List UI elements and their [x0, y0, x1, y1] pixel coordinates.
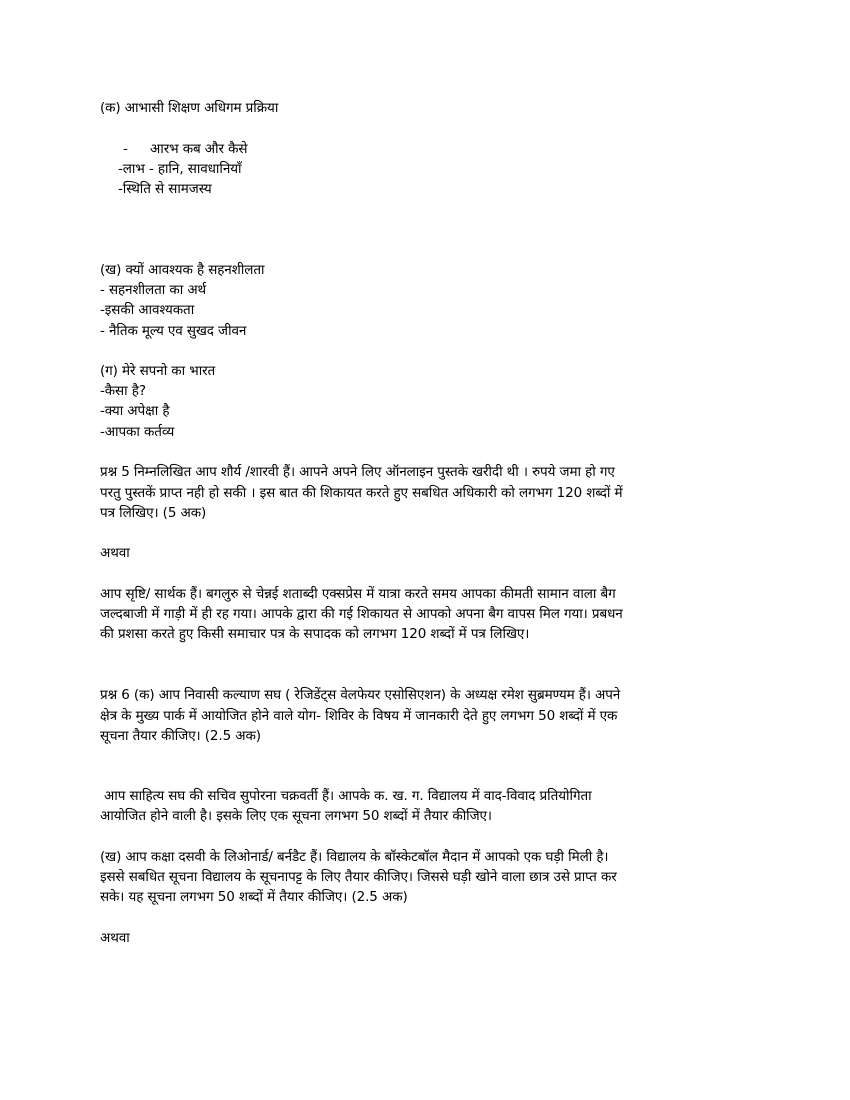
- section-ka-item-3: -स्थिति से सामजस्य: [118, 181, 212, 197]
- q6-or-label: अथवा: [100, 930, 130, 946]
- q6-ka-line-1: प्रश्न 6 (क) आप निवासी कल्याण सघ ( रेजिडेंट्स वेलफेयर एसोसिएशन) के अध्यक्ष रमेश सुब्रमण्यम हैं। अपने: [100, 687, 621, 703]
- section-ka-item-1: आरभ कब और कैसे: [150, 141, 248, 157]
- q5-line-1: प्रश्न 5 निम्नलिखित आप शौर्य /शारवी हैं। आपने अपने लिए ऑनलाइन पुस्तके खरीदी थी । रुपये जमा हो गए: [100, 464, 615, 480]
- section-ka-item-2: -लाभ - हानि, सावधानियाँ: [118, 161, 242, 177]
- q5-alt-line-3: की प्रशसा करते हुए किसी समाचार पत्र के सपादक को लगभग 120 शब्दों में पत्र लिखिए।: [100, 626, 530, 642]
- q5-line-2: परतु पुस्तकें प्राप्त नही हो सकी । इस बात की शिकायत करते हुए सबधित अधिकारी को लगभग 120 शब्दों में: [100, 485, 623, 501]
- q6-kha-line-1: (ख) आप कक्षा दसवी के लिओनार्ड/ बर्नडैट हैं। विद्यालय के बॉस्केटबॉल मैदान में आपको एक घड़ी मिली है।: [100, 849, 609, 865]
- q5-alt-line-2: जल्दबाजी में गाड़ी में ही रह गया। आपके द्वारा की गई शिकायत से आपको अपना बैग वापस मिल गया। प्रबधन: [100, 606, 623, 622]
- q5-or-label: अथवा: [100, 545, 130, 561]
- section-ga-heading: (ग) मेरे सपनो का भारत: [100, 363, 216, 379]
- q5-alt-line-1: आप सृष्टि/ सार्थक हैं। बगलुरु से चेन्नई शताब्दी एक्सप्रेस में यात्रा करते समय आपका कीमती सामान वाला बैग: [100, 586, 616, 602]
- section-kha-heading: (ख) क्यों आवश्यक है सहनशीलता: [100, 262, 265, 278]
- section-ga-item-3: -आपका कर्तव्य: [100, 424, 175, 440]
- section-kha-item-2: -इसकी आवश्यकता: [100, 302, 195, 318]
- section-kha-item-3: - नैतिक मूल्य एव सुखद जीवन: [100, 323, 247, 339]
- q6-ka-alt-line-1: आप साहित्य सघ की सचिव सुपोरना चक्रवर्ती हैं। आपके क. ख. ग. विद्यालय में वाद-विवाद प्रतियोगिता: [104, 788, 592, 804]
- section-ga-item-2: -क्या अपेक्षा है: [100, 403, 170, 419]
- q6-kha-line-2: इससे सबधित सूचना विद्यालय के सूचनापट्ट के लिए तैयार कीजिए। जिससे घड़ी खोने वाला छात्र उसे प्राप्त कर: [100, 869, 617, 885]
- q6-kha-line-3: सके। यह सूचना लगभग 50 शब्दों में तैयार कीजिए। (2.5 अक): [100, 889, 408, 905]
- section-ka-bullet-dash: -: [123, 141, 128, 157]
- section-ga-item-1: -कैसा है?: [100, 383, 146, 399]
- section-ka-heading: (क) आभासी शिक्षण अधिगम प्रक्रिया: [100, 100, 279, 116]
- q6-ka-line-2: क्षेत्र के मुख्य पार्क में आयोजित होने वाले योग- शिविर के विषय में जानकारी देते हुए लगभग 50 शब्दों में एक: [100, 708, 618, 724]
- section-kha-item-1: - सहनशीलता का अर्थ: [100, 282, 207, 298]
- q6-ka-line-3: सूचना तैयार कीजिए। (2.5 अक): [100, 728, 261, 744]
- q5-line-3: पत्र लिखिए। (5 अक): [100, 505, 207, 521]
- q6-ka-alt-line-2: आयोजित होने वाली है। इसके लिए एक सूचना लगभग 50 शब्दों में तैयार कीजिए।: [100, 808, 492, 824]
